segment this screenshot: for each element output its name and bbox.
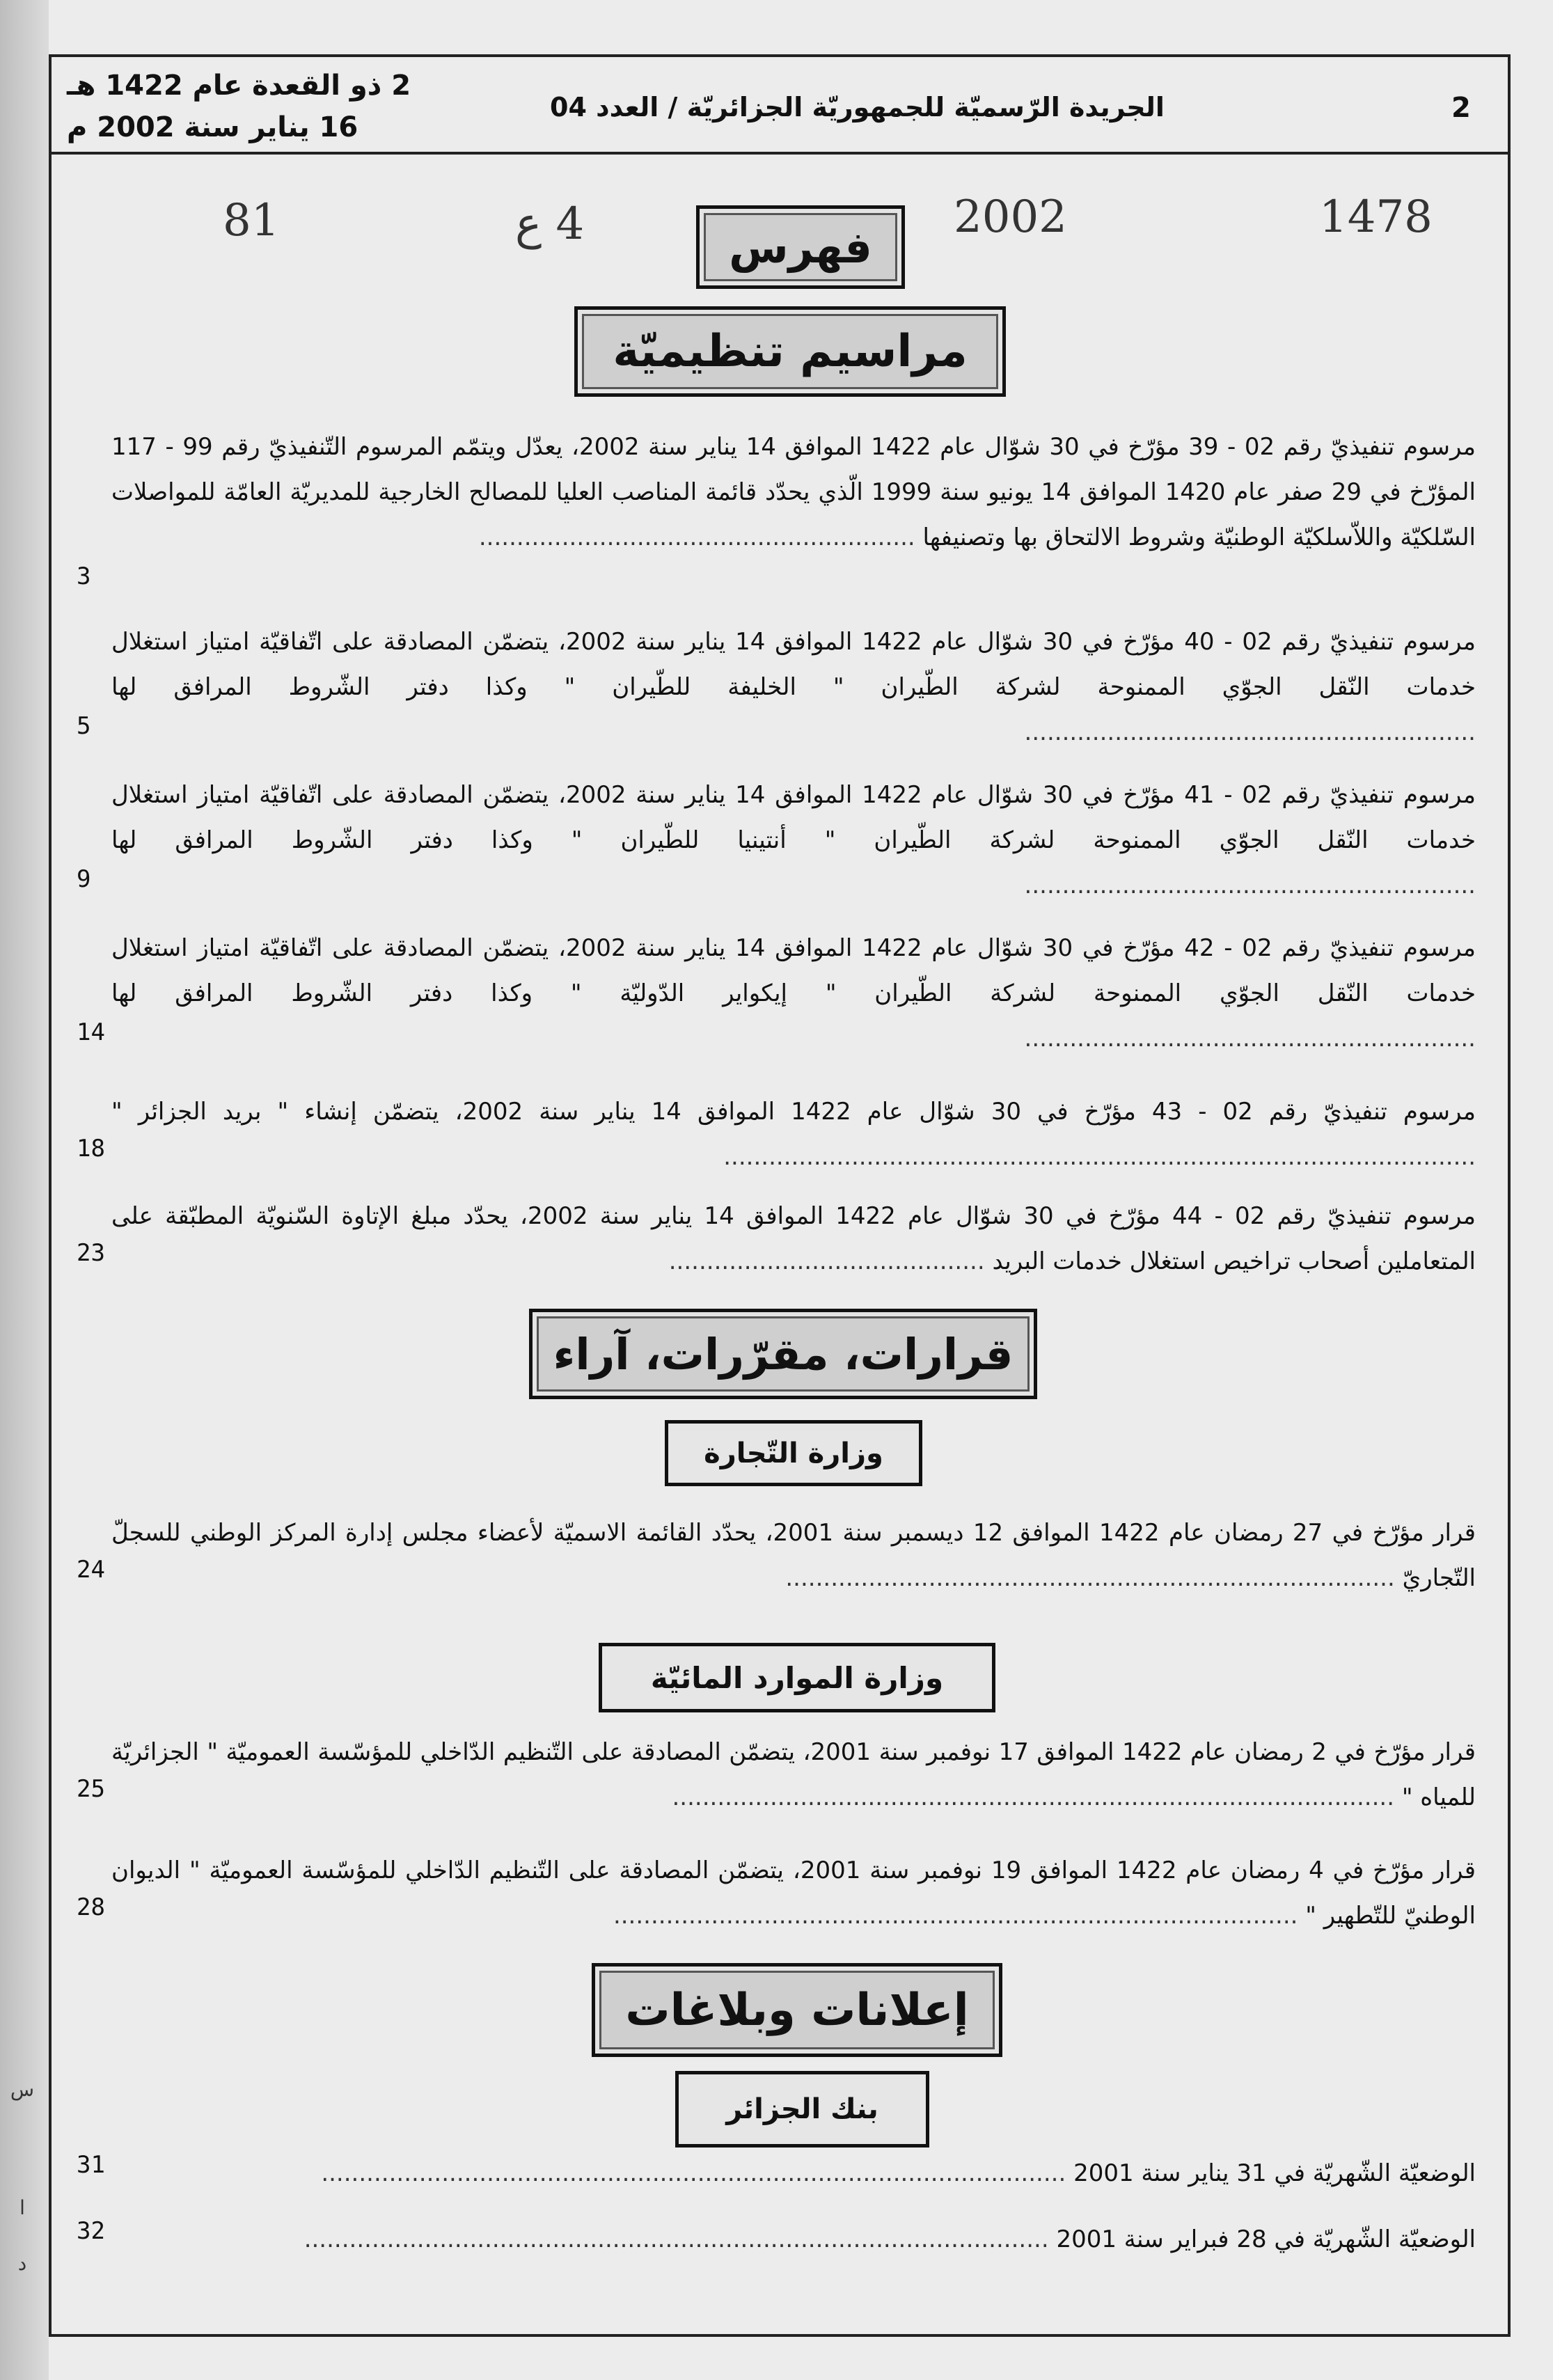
toc-entry[interactable]: الوضعيّة الشّهريّة في 28 فبراير سنة 2001 ................................................................................................... xyxy=(303,2225,1476,2253)
gregorian-date: 16 يناير سنة 2002 م xyxy=(67,111,358,143)
entry-text: مرسوم تنفيذيّ رقم 02 - 40 مؤرّخ في 30 شوّال عام 1422 الموافق 14 يناير سنة 2002، يتضمّن المصادقة على اتّفاقيّة امتياز استغلال خدمات النّقل الجوّي الممنوحة لشركة الطّيران " الخليفة للطّيران " وكذا دفتر الشّروط المرافق لها xyxy=(111,628,1476,701)
entry-page: 31 xyxy=(77,2151,105,2179)
entry-page: 14 xyxy=(77,1018,105,1046)
entry-text: مرسوم تنفيذيّ رقم 02 - 42 مؤرّخ في 30 شوّال عام 1422 الموافق 14 يناير سنة 2002، يتضمّن المصادقة على اتّفاقيّة امتياز استغلال خدمات النّقل الجوّي الممنوحة لشركة الطّيران " إيكواير الدّوليّة " وكذا دفتر الشّروط المرافق لها xyxy=(111,934,1476,1007)
hijri-date: 2 ذو القعدة عام 1422 هـ xyxy=(67,70,411,102)
handwritten-mark: 1478 xyxy=(1319,191,1433,243)
toc-entry[interactable]: مرسوم تنفيذيّ رقم 02 - 39 مؤرّخ في 30 شوّال عام 1422 الموافق 14 يناير سنة 2002، يعدّل ويتمّم المرسوم التّنفيذيّ رقم 99 - 117 المؤرّخ في 29 صفر عام 1420 الموافق 14 يونيو سنة 1999 الّذي يحدّد قائمة المناصب العليا للمصالح الخارجية للمديريّة العامّة للمواصلات السّلكيّة واللاّسلكيّة الوطنيّة وشروط الالتحاق بها وتصنيفها .......................................................... xyxy=(111,433,1476,551)
toc-entry[interactable]: مرسوم تنفيذيّ رقم 02 - 41 مؤرّخ في 30 شوّال عام 1422 الموافق 14 يناير سنة 2002، يتضمّن المصادقة على اتّفاقيّة امتياز استغلال خدمات النّقل الجوّي الممنوحة لشركة الطّيران " أنتينيا للطّيران " وكذا دفتر الشّروط المرافق لها ............................................................ xyxy=(111,781,1476,899)
entry-text: مرسوم تنفيذيّ رقم 02 - 41 مؤرّخ في 30 شوّال عام 1422 الموافق 14 يناير سنة 2002، يتضمّن المصادقة على اتّفاقيّة امتياز استغلال خدمات النّقل الجوّي الممنوحة لشركة الطّيران " أنتينيا للطّيران " وكذا دفتر الشّروط المرافق لها xyxy=(111,781,1476,854)
handwritten-mark: 81 xyxy=(223,195,280,246)
entry-page: 18 xyxy=(77,1135,105,1163)
toc-entry[interactable]: قرار مؤرّخ في 27 رمضان عام 1422 الموافق 12 ديسمبر سنة 2001، يحدّد القائمة الاسميّة لأعضاء مجلس إدارة المركز الوطني للسجلّ التّجاريّ ................................................................................. xyxy=(111,1519,1476,1592)
entry-page: 23 xyxy=(77,1239,105,1267)
subsection-title: وزارة الموارد المائيّة xyxy=(650,1660,944,1695)
entry-page: 24 xyxy=(77,1556,105,1584)
entry-page: 32 xyxy=(77,2217,105,2245)
section-title: مراسيم تنظيميّة xyxy=(613,326,968,377)
entry-text: مرسوم تنفيذيّ رقم 02 - 44 مؤرّخ في 30 شوّال عام 1422 الموافق 14 يناير سنة 2002، يحدّد مبلغ الإتاوة السّنويّة المطبّقة على المتعاملين أصحاب تراخيص استغلال خدمات البريد xyxy=(111,1202,1476,1275)
subsection-title: بنك الجزائر xyxy=(726,2093,878,2125)
section-title: قرارات، مقرّرات، آراء xyxy=(553,1328,1014,1380)
index-title-box xyxy=(696,205,905,289)
entry-text: قرار مؤرّخ في 27 رمضان عام 1422 الموافق 12 ديسمبر سنة 2001، يحدّد القائمة الاسميّة لأعضاء مجلس إدارة المركز الوطني للسجلّ التّجاريّ xyxy=(111,1519,1476,1592)
entry-page: 5 xyxy=(77,712,91,740)
entry-text: مرسوم تنفيذيّ رقم 02 - 39 مؤرّخ في 30 شوّال عام 1422 الموافق 14 يناير سنة 2002، يعدّل ويتمّم المرسوم التّنفيذيّ رقم 99 - 117 المؤرّخ في 29 صفر عام 1420 الموافق 14 يونيو سنة 1999 الّذي يحدّد قائمة المناصب العليا للمصالح الخارجية للمديريّة العامّة للمواصلات السّلكيّة واللاّسلكيّة الوطنيّة وشروط الالتحاق بها وتصنيفها xyxy=(111,433,1476,551)
toc-entry[interactable]: مرسوم تنفيذيّ رقم 02 - 43 مؤرّخ في 30 شوّال عام 1422 الموافق 14 يناير سنة 2002، يتضمّن إنشاء " بريد الجزائر " .................................................................................................... xyxy=(111,1098,1476,1171)
section-title-box xyxy=(529,1309,1037,1399)
subsection-title-box xyxy=(675,2071,929,2147)
section-title-box xyxy=(574,306,1006,397)
section-title-box xyxy=(592,1963,1002,2057)
subsection-title-box xyxy=(599,1643,995,1712)
toc-entry[interactable]: قرار مؤرّخ في 2 رمضان عام 1422 الموافق 17 نوفمبر سنة 2001، يتضمّن المصادقة على التّنظيم الدّاخلي للمؤسّسة العموميّة " الجزائريّة للمياه " ................................................................................................ xyxy=(111,1738,1476,1811)
toc-entry[interactable]: مرسوم تنفيذيّ رقم 02 - 42 مؤرّخ في 30 شوّال عام 1422 الموافق 14 يناير سنة 2002، يتضمّن المصادقة على اتّفاقيّة امتياز استغلال خدمات النّقل الجوّي الممنوحة لشركة الطّيران " إيكواير الدّوليّة " وكذا دفتر الشّروط المرافق لها ............................................................ xyxy=(111,934,1476,1053)
toc-entry[interactable]: قرار مؤرّخ في 4 رمضان عام 1422 الموافق 19 نوفمبر سنة 2001، يتضمّن المصادقة على التّنظيم الدّاخلي للمؤسّسة العموميّة " الديوان الوطنيّ للتّطهير " ........................................................................................... xyxy=(111,1857,1476,1930)
toc-entry[interactable]: مرسوم تنفيذيّ رقم 02 - 40 مؤرّخ في 30 شوّال عام 1422 الموافق 14 يناير سنة 2002، يتضمّن المصادقة على اتّفاقيّة امتياز استغلال خدمات النّقل الجوّي الممنوحة لشركة الطّيران " الخليفة للطّيران " وكذا دفتر الشّروط المرافق لها ............................................................ xyxy=(111,628,1476,746)
subsection-title-box xyxy=(665,1420,922,1486)
entry-text: الوضعيّة الشّهريّة في 28 فبراير سنة 2001 xyxy=(1056,2225,1476,2253)
margin-mark: د xyxy=(17,2252,27,2275)
entry-page: 28 xyxy=(77,1893,105,1921)
toc-entry[interactable]: الوضعيّة الشّهريّة في 31 يناير سنة 2001 ................................................................................................... xyxy=(321,2159,1476,2187)
scan-edge-strip xyxy=(0,0,49,2380)
margin-mark: ا xyxy=(19,2196,25,2219)
journal-title: الجريدة الرّسميّة للجمهوريّة الجزائريّة / العدد 04 xyxy=(550,92,1165,123)
index-title: فهرس xyxy=(729,221,872,273)
entry-page: 25 xyxy=(77,1775,105,1803)
header-bottom-rule xyxy=(49,152,1508,155)
toc-entry[interactable]: مرسوم تنفيذيّ رقم 02 - 44 مؤرّخ في 30 شوّال عام 1422 الموافق 14 يناير سنة 2002، يحدّد مبلغ الإتاوة السّنويّة المطبّقة على المتعاملين أصحاب تراخيص استغلال خدمات البريد .......................................... xyxy=(111,1202,1476,1275)
entry-page: 3 xyxy=(77,562,91,590)
entry-text: الوضعيّة الشّهريّة في 31 يناير سنة 2001 xyxy=(1073,2159,1476,2187)
margin-mark: س xyxy=(10,2078,35,2101)
entry-text: قرار مؤرّخ في 2 رمضان عام 1422 الموافق 17 نوفمبر سنة 2001، يتضمّن المصادقة على التّنظيم الدّاخلي للمؤسّسة العموميّة " الجزائريّة للمياه " xyxy=(111,1738,1476,1811)
subsection-title: وزارة التّجارة xyxy=(704,1437,883,1469)
entry-page: 9 xyxy=(77,865,91,893)
entry-text: قرار مؤرّخ في 4 رمضان عام 1422 الموافق 19 نوفمبر سنة 2001، يتضمّن المصادقة على التّنظيم الدّاخلي للمؤسّسة العموميّة " الديوان الوطنيّ للتّطهير " xyxy=(111,1857,1476,1930)
page-number: 2 xyxy=(1451,92,1472,124)
handwritten-mark: 4 ع xyxy=(515,198,585,250)
entry-text: مرسوم تنفيذيّ رقم 02 - 43 مؤرّخ في 30 شوّال عام 1422 الموافق 14 يناير سنة 2002، يتضمّن إنشاء " بريد الجزائر " xyxy=(111,1098,1476,1126)
handwritten-mark: 2002 xyxy=(954,191,1067,243)
section-title: إعلانات وبلاغات xyxy=(625,1984,969,2036)
header-top-rule xyxy=(49,54,1508,57)
